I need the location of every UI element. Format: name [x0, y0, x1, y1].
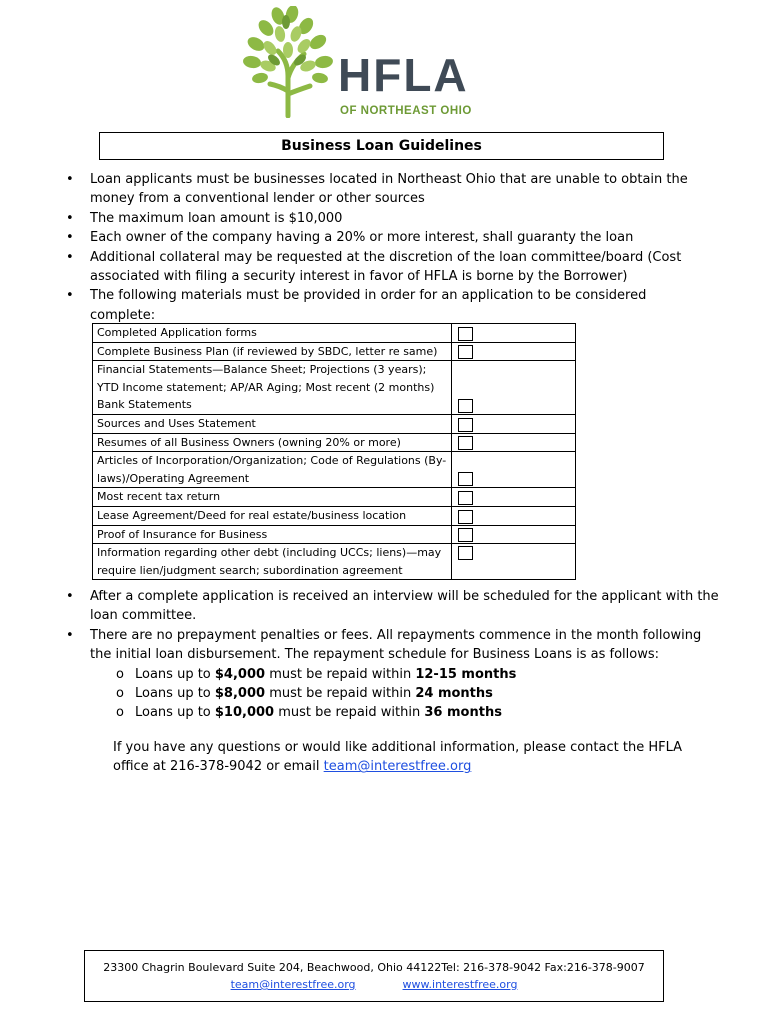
contact-email-link[interactable]: team@interestfree.org — [323, 759, 472, 775]
footer-address: 23300 Chagrin Boulevard Suite 204, Beachwood, Ohio 44122Tel: 216-378-9042 Fax:216-378-9007 — [103, 961, 645, 974]
checkbox[interactable] — [458, 418, 473, 432]
checklist-item: Lease Agreement/Deed for real estate/business location — [93, 506, 452, 525]
materials-checklist — [92, 323, 576, 580]
schedule-item: o Loans up to $10,000 must be repaid within 36 months — [90, 703, 720, 722]
list-item: • After a complete application is received an interview will be scheduled for the applicant with the loan committee. — [60, 587, 720, 626]
contact-text: If you have any questions or would like additional information, please contact the HFLA office at 216-378-9042 or email — [113, 740, 683, 775]
loan-amount: $8,000 — [214, 686, 266, 702]
checkbox[interactable] — [458, 399, 473, 413]
footer-website-link[interactable]: www.interestfree.org — [402, 978, 518, 991]
table-row — [93, 488, 576, 507]
logo-tagline: OF NORTHEAST OHIO — [340, 105, 472, 117]
tree-logo-icon — [240, 6, 500, 118]
checkbox[interactable] — [458, 491, 473, 505]
logo-brand: HFLA — [338, 49, 469, 101]
list-item — [60, 626, 720, 723]
checklist-item: Financial Statements—Balance Sheet; Projections (3 years); YTD Income statement; AP/AR Aging; Most recent (2 months) Bank Statements — [93, 361, 452, 415]
checkbox[interactable] — [458, 546, 473, 560]
loan-term: 36 months — [424, 705, 502, 721]
loan-term: 24 months — [415, 686, 493, 702]
list-item: • Each owner of the company having a 20% or more interest, shall guaranty the loan — [60, 228, 700, 247]
page-title: Business Loan Guidelines — [99, 132, 664, 160]
list-item: • Additional collateral may be requested at the discretion of the loan committee/board (Cost associated with filing a security interest in favor of HFLA is borne by the Borrower) — [60, 248, 700, 287]
loan-amount: $10,000 — [214, 705, 275, 721]
schedule-item: o Loans up to $8,000 must be repaid within 24 months — [90, 684, 720, 703]
list-item: • The following materials must be provided in order for an application to be considered complete: — [60, 286, 700, 325]
table-row — [93, 361, 576, 415]
checklist-item: Complete Business Plan (if reviewed by SBDC, letter re same) — [93, 342, 452, 361]
checklist-item: Articles of Incorporation/Organization; Code of Regulations (By-laws)/Operating Agreement — [93, 452, 452, 488]
hfla-logo — [240, 6, 500, 118]
checkbox[interactable] — [458, 345, 473, 359]
checkbox[interactable] — [458, 510, 473, 524]
process-list — [60, 587, 720, 723]
checkbox[interactable] — [458, 472, 473, 486]
checklist-item: Information regarding other debt (including UCCs; liens)—may require lien/judgment search; subordination agreement — [93, 544, 452, 580]
footer — [84, 950, 664, 1002]
table-row — [93, 506, 576, 525]
schedule-item: o Loans up to $4,000 must be repaid within 12-15 months — [90, 665, 720, 684]
checkbox[interactable] — [458, 436, 473, 450]
checklist-item: Sources and Uses Statement — [93, 414, 452, 433]
loan-term: 12-15 months — [415, 666, 517, 682]
contact-paragraph — [113, 738, 713, 777]
repayment-schedule — [90, 665, 720, 723]
checkbox[interactable] — [458, 327, 473, 341]
list-item: • The maximum loan amount is $10,000 — [60, 209, 700, 228]
repayment-text: There are no prepayment penalties or fees. All repayments commence in the month following the initial loan disbursement. The repayment schedule for Business Loans is as follows: — [90, 627, 702, 663]
table-row — [93, 324, 576, 343]
table-row — [93, 525, 576, 544]
guidelines-list — [60, 170, 700, 325]
table-row — [93, 452, 576, 488]
footer-email-link[interactable]: team@interestfree.org — [230, 978, 356, 991]
checklist-item: Proof of Insurance for Business — [93, 525, 452, 544]
loan-amount: $4,000 — [214, 666, 266, 682]
checklist-item: Most recent tax return — [93, 488, 452, 507]
checkbox[interactable] — [458, 528, 473, 542]
table-row — [93, 433, 576, 452]
table-row — [93, 544, 576, 580]
table-row — [93, 414, 576, 433]
checklist-item: Resumes of all Business Owners (owning 20% or more) — [93, 433, 452, 452]
table-row — [93, 342, 576, 361]
checklist-item: Completed Application forms — [93, 324, 452, 343]
list-item: • Loan applicants must be businesses located in Northeast Ohio that are unable to obtain the money from a conventional lender or other sources — [60, 170, 700, 209]
